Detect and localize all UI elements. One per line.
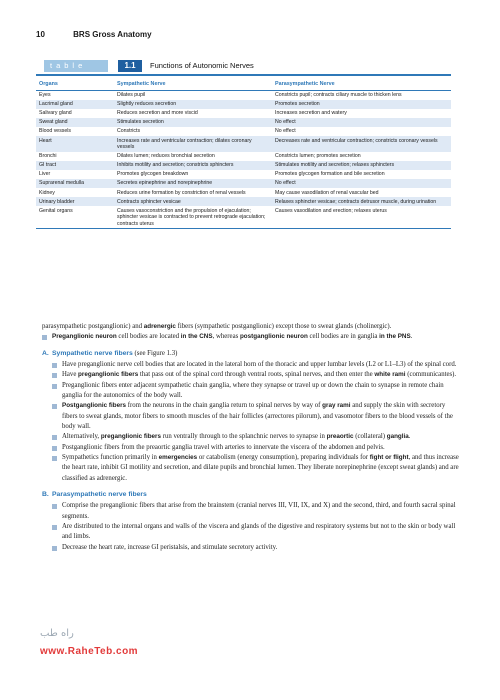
organ-cell: Genital organs [36,206,114,228]
text-run: parasympathetic postganglionic) and [42,323,144,330]
text-run: . [410,333,413,341]
bold-term: Preganglionic neuron [52,333,117,341]
watermark-persian: راه طب [40,628,74,639]
organ-cell: Suprarenal medulla [36,179,114,188]
list-item [52,381,462,402]
table-row [36,170,451,179]
sympathetic-cell: Increases rate and ventricular contraction; dilates coronary vessels [114,136,272,151]
text-run: and supply the skin with secretory fibers to sweat glands, motor fibers to smooth muscles of the hair follicles (arrectores pilorum), and vasomotor fibers to the blood vessels of the body wall. [62,402,453,430]
sympathetic-cell: Promotes glycogen breakdown [117,171,189,178]
organ-cell: Liver [39,171,51,178]
text-run: (collateral) [353,433,387,441]
parasympathetic-cell: No effect [272,179,451,188]
text-run: Are distributed to the internal organs and walls of the viscera and glands of the digestive and respiratory systems but not to the skin or body wall and limbs. [62,522,456,541]
text-run: or catabolism (energy consumption), preparing individuals for [197,453,370,461]
bold-term: fight or flight [369,453,409,461]
parasympathetic-cell: Promotes secretion [272,100,451,109]
text-run: Decrease the heart rate, increase GI peristalsis, and stimulate secretory activity. [62,543,278,551]
list-item [52,443,462,453]
bold-term: gray rami [322,402,351,410]
table-row [36,197,451,206]
sympathetic-cell: Secretes epinephrine and norepinephrine [114,179,272,188]
bold-term: ganglia [386,433,409,441]
column-header-parasympathetic: Parasympathetic Nerve [272,80,451,90]
parasympathetic-cell: Causes vasodilation and erection; relaxes uterus [272,206,451,228]
sympathetic-cell: Dilates lumen; reduces bronchial secretion [117,153,215,160]
list-item [52,501,462,522]
bold-term: preganglionic fibers [100,433,162,441]
sympathetic-cell: Contracts sphincter vesicae [114,197,272,206]
book-title: BRS Gross Anatomy [73,30,152,39]
body-text [42,322,462,553]
bold-term: in the CNS [180,333,213,341]
organ-cell: Sweat gland [36,118,114,127]
list-item [42,332,462,342]
section-a-list [42,360,462,484]
text-run: Sympathetics function primarily in [62,453,159,461]
text-run: Preganglionic fibers enter adjacent sympathetic chain ganglia, where they synapse or travel up or down the chain to synapse in remote chain ganglia for the autonomics of the body wall. [62,381,444,399]
parasympathetic-cell: Constricts pupil; contracts ciliary muscle to thicken lens [275,91,402,98]
list-item [52,522,462,543]
section-heading-a [42,349,462,359]
section-b-list [42,501,462,553]
bold-term: Postganglionic fibers [62,402,127,410]
text-run: Have [62,371,79,379]
text-run: , and thus increase the heart rate, inhibit GI motility and secretion, and dilate pupils and bronchial lumen. They liberate norepinephrine (except sweat glands) and are classified as adrenergic. [62,453,459,482]
bold-term: preaortic [326,433,354,441]
intro-paragraph [42,322,462,332]
text-run: Postganglionic fibers from the preaortic ganglia travel with arteries to innervate the viscera of the abdomen and pelvis. [62,443,385,451]
list-item [52,401,462,432]
text-run: Alternatively, [62,433,101,441]
organ-cell: Lacrimal gland [36,100,114,109]
table-row [36,206,451,228]
sympathetic-cell: Stimulates secretion [114,118,272,127]
text-run: Have preganglionic nerve cell bodies that are located in the lateral horn of the thoracic and upper lumbar levels (L2 or L1–L3) of the spinal cord. [62,360,457,368]
table-row [36,109,451,118]
text-run: (communicantes). [405,371,457,379]
bold-term: emergencies [158,453,198,461]
parasympathetic-cell: No effect [275,128,296,135]
text-run: , whereas [212,333,240,341]
table-tab-label: table [44,60,108,72]
text-run: fibers (sympathetic postganglionic) except those to sweat glands (cholinergic). [175,323,392,330]
organ-cell: GI tract [36,161,114,170]
parasympathetic-cell: Relaxes sphincter vesicae; contracts detrusor muscle, during urination [272,197,451,206]
sympathetic-cell: Dilates pupil [117,91,146,98]
column-header-organs: Organs [36,80,114,90]
parasympathetic-cell: Constricts lumen; promotes secretion [275,153,361,160]
organ-cell: Eyes [39,91,51,98]
list-item [52,543,462,553]
list-item [52,370,462,380]
section-title: Sympathetic nerve fibers [52,349,133,357]
section-heading-b [42,490,462,500]
list-item [52,360,462,370]
text-run: run ventrally through to the splanchnic nerves to synapse in [161,433,327,441]
parasympathetic-cell: Promotes glycogen formation and bile secretion [275,171,385,178]
table-row [36,100,451,109]
organ-cell: Kidney [39,189,55,196]
text-run: cell bodies are located [116,333,181,341]
organ-cell: Blood vessels [39,128,72,135]
text-run: Comprise the preganglionic fibers that arise from the brainstem (cranial nerves III, VII, IX, and X) and the second, third, and fourth sacral spinal segments. [62,502,456,520]
table-caption: Functions of Autonomic Nerves [150,61,254,70]
section-title: Parasympathetic nerve fibers [52,490,147,498]
organ-cell: Heart [36,136,114,151]
table-title-bar [36,58,451,76]
bold-term: postganglionic neuron [239,333,308,341]
sympathetic-cell: Reduces secretion and more viscid [117,110,198,117]
parasympathetic-cell: Stimulates motility and secretion; relaxes sphincters [272,161,451,170]
list-item [52,453,462,484]
text-run: cell bodies are in ganglia [307,333,380,341]
bold-term: white rami [374,371,406,379]
table-row [36,136,451,151]
section-label: B. [42,490,49,498]
list-item [52,432,462,442]
text-run: from the neurons in the chain ganglia return to spinal nerves by way of [126,402,323,410]
bold-term: adrenergic [143,323,176,330]
table-row [36,188,451,197]
text-run: . [408,433,411,441]
page-number: 10 [36,30,45,39]
organ-cell: Bronchi [39,153,57,160]
watermark-url: www.RaheTeb.com [40,646,139,657]
table-row [36,90,451,100]
table-header-row [36,80,451,90]
text-run: that pass out of the spinal cord through ventral roots, spinal nerves, and then enter the [138,371,375,379]
section-label: A. [42,349,49,357]
bold-term: in the PNS [379,333,411,341]
autonomic-functions-table [36,80,451,229]
sympathetic-cell: Causes vasoconstriction and the propulsion of ejaculation; sphincter vesicae is contracted to prevent retrograde ejaculation; contracts uterus [114,206,272,228]
parasympathetic-cell: May cause vasodilation of renal vascular bed [275,189,379,196]
organ-cell: Urinary bladder [36,197,114,206]
table-row [36,152,451,161]
sympathetic-cell: Inhibits motility and secretion; constricts sphincters [114,161,272,170]
table-row [36,179,451,188]
parasympathetic-cell: Increases secretion and watery [275,110,347,117]
table-row [36,161,451,170]
bold-term: preganglionic fibers [78,371,139,379]
parasympathetic-cell: Decreases rate and ventricular contraction; constricts coronary vessels [272,136,451,151]
column-header-sympathetic: Sympathetic Nerve [114,80,272,90]
table-number: 1.1 [118,60,142,72]
parasympathetic-cell: No effect [272,118,451,127]
running-header [36,30,152,39]
figure-reference: (see Figure 1.3) [132,349,178,357]
organ-cell: Salivary gland [39,110,72,117]
table-row [36,127,451,136]
sympathetic-cell: Reduces urine formation by constriction of renal vessels [117,189,246,196]
table-row [36,118,451,127]
sympathetic-cell: Constricts [117,128,141,135]
sympathetic-cell: Slightly reduces secretion [114,100,272,109]
